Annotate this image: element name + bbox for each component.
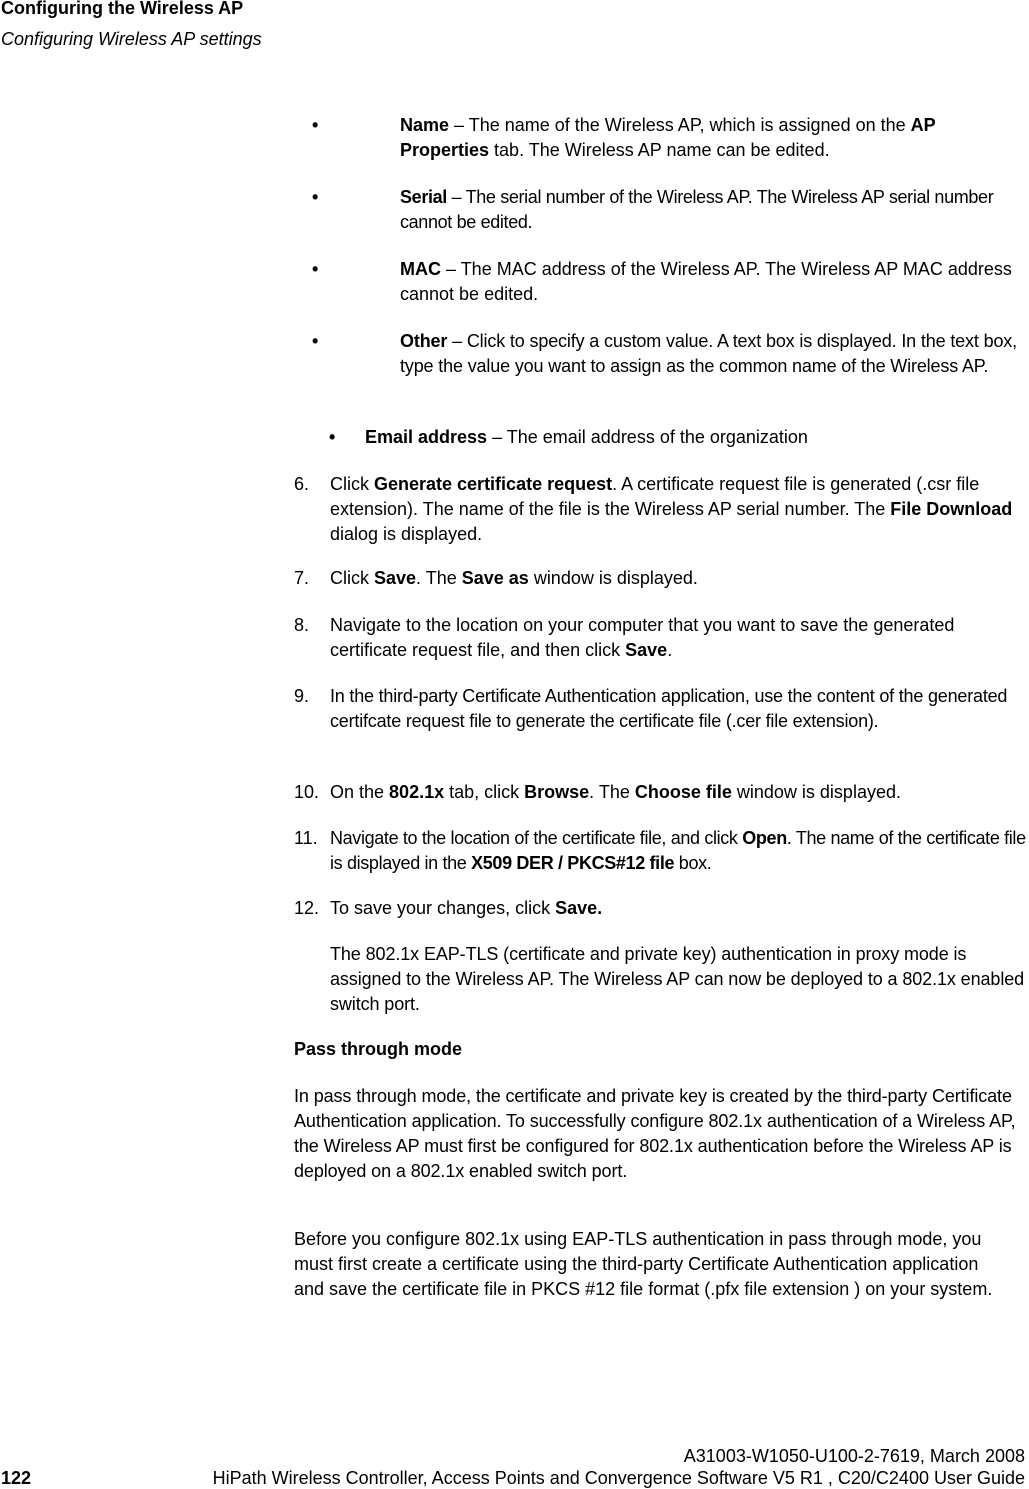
term-email-address: Email address <box>365 427 488 447</box>
step-11-text: . The name of the certificate file is displayed in the <box>330 828 1026 873</box>
step-10-text: On the <box>330 782 390 802</box>
term-generate-certificate-request: Generate certificate request <box>374 474 613 494</box>
footer-guide-title: HiPath Wireless Controller, Access Points and Convergence Software V5 R1 , C20/C2400 User Guide <box>212 1468 1025 1488</box>
term-save-as: Save as <box>461 568 529 588</box>
step-6-text: . A certificate request file is generated (.csr file extension). The name of the file is the Wireless AP serial number. The <box>330 474 980 519</box>
step-number: 9. <box>294 686 310 706</box>
bullet-name <box>400 113 1026 163</box>
term-choose-file: Choose file <box>634 782 732 802</box>
step-number: 10. <box>294 782 320 802</box>
step-9-text: In the third-party Certificate Authentication application, use the content of the generated certifcate request file to generate the certificate file (.cer file extension). <box>330 686 1008 731</box>
section-heading-pass-through-mode: Pass through mode <box>294 1039 463 1059</box>
step-10 <box>330 780 1027 805</box>
term-serial: Serial <box>400 187 447 207</box>
page-header-subtitle: Configuring Wireless AP settings <box>1 29 262 49</box>
bullet-marker: • <box>312 115 319 135</box>
bullet-serial-text: – The serial number of the Wireless AP. The Wireless AP serial number cannot be edited. <box>400 187 994 232</box>
step-10-text: tab, click <box>444 782 525 802</box>
term-save: Save <box>374 568 417 588</box>
bullet-marker: • <box>329 427 336 447</box>
term-ap-properties: AP Properties <box>400 115 936 160</box>
step-7-text: . The <box>416 568 462 588</box>
bullet-name-text: – The name of the Wireless AP, which is assigned on the <box>449 115 911 135</box>
bullet-email-text: – The email address of the organization <box>487 427 808 447</box>
step-8 <box>330 613 980 663</box>
step-12 <box>330 896 1020 921</box>
term-save: Save. <box>555 898 603 918</box>
term-save: Save <box>625 640 668 660</box>
step-number: 12. <box>294 898 320 918</box>
step-8-text: Navigate to the location on your computer that you want to save the generated certificate request file, and then click <box>330 615 955 660</box>
step-11-text: box. <box>674 853 712 873</box>
bullet-mac-text: – The MAC address of the Wireless AP. The Wireless AP MAC address cannot be edited. <box>400 259 1012 304</box>
pass-through-paragraph-1: In pass through mode, the certificate and private key is created by the third-party Certificate Authentication application. To successfully configure 802.1x authentication of a Wireless AP, the Wireless AP must first be configured for 802.1x authentication before the Wireless AP is deployed on a 802.1x enabled switch port. <box>294 1086 1016 1181</box>
step-number: 11. <box>294 828 318 848</box>
step-11-text: Navigate to the location of the certificate file, and click <box>330 828 743 848</box>
step-number: 7. <box>294 568 310 588</box>
term-file-download: File Download <box>890 499 1013 519</box>
bullet-marker: • <box>312 331 319 351</box>
term-mac: MAC <box>400 259 441 279</box>
step-6 <box>330 472 1020 547</box>
step-12-note: The 802.1x EAP-TLS (certificate and private key) authentication in proxy mode is assigned to the Wireless AP. The Wireless AP can now be deployed to a 802.1x enabled switch port. <box>330 944 1025 1014</box>
step-7 <box>330 566 1020 591</box>
step-8-text: . <box>667 640 673 660</box>
step-7-text: window is displayed. <box>528 568 698 588</box>
bullet-marker: • <box>312 259 319 279</box>
term-other: Other <box>400 331 448 351</box>
term-name: Name <box>400 115 450 135</box>
term-802-1x: 802.1x <box>389 782 445 802</box>
step-9 <box>330 684 1027 734</box>
term-open: Open <box>742 828 787 848</box>
step-6-text: Click <box>330 474 374 494</box>
step-number: 6. <box>294 474 310 494</box>
step-11 <box>330 826 1027 876</box>
page-header-title: Configuring the Wireless AP <box>1 0 244 18</box>
step-10-text: window is displayed. <box>731 782 901 802</box>
bullet-other <box>400 329 1026 379</box>
bullet-mac <box>400 257 1026 307</box>
pass-through-paragraph-2: Before you configure 802.1x using EAP-TLS authentication in pass through mode, you must first create a certificate using the third-party Certificate Authentication application and save the certificate file in PKCS #12 file format (.pfx file extension ) on your system. <box>294 1229 993 1299</box>
bullet-email <box>365 425 1025 450</box>
step-number: 8. <box>294 615 310 635</box>
bullet-name-rest: tab. The Wireless AP name can be edited. <box>489 140 830 160</box>
bullet-marker: • <box>312 187 319 207</box>
bullet-other-text: – Click to specify a custom value. A text box is displayed. In the text box, type the value you want to assign as the common name of the Wireless AP. <box>400 331 1018 376</box>
step-7-text: Click <box>330 568 374 588</box>
term-browse: Browse <box>524 782 590 802</box>
term-x509-der-pkcs12-file: X509 DER / PKCS#12 file <box>471 853 675 873</box>
step-12-text: To save your changes, click <box>330 898 556 918</box>
footer-document-id: A31003-W1050-U100-2-7619, March 2008 <box>683 1446 1025 1466</box>
bullet-serial <box>400 185 1026 235</box>
step-10-text: . The <box>589 782 635 802</box>
footer-page-number: 122 <box>1 1468 32 1488</box>
step-6-text: dialog is displayed. <box>330 524 483 544</box>
